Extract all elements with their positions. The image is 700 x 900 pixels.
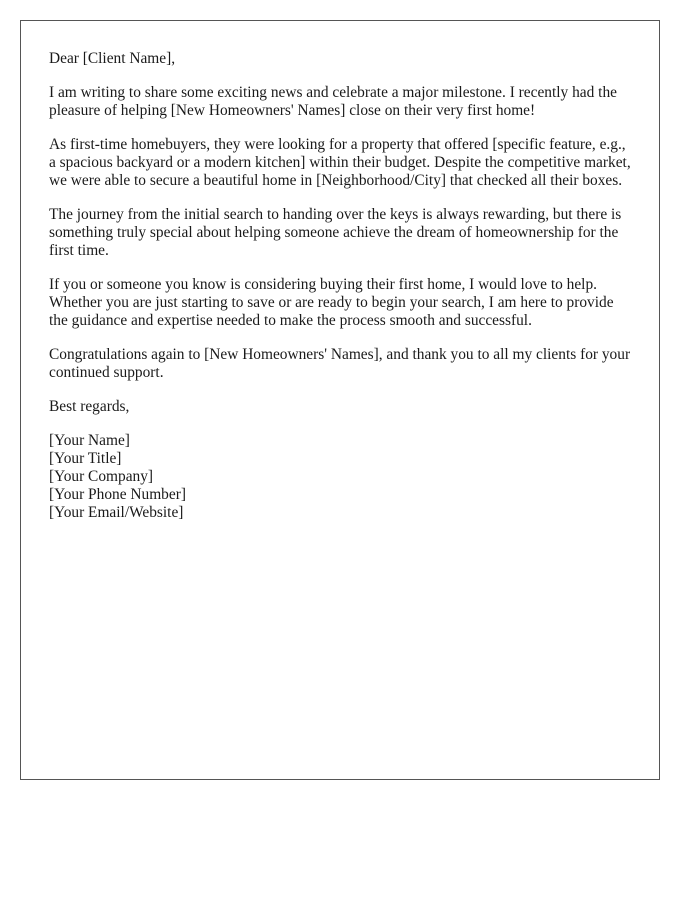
signature-email-website: [Your Email/Website] [49, 504, 184, 521]
signature-block [49, 432, 631, 522]
paragraph-buyers-story: As first-time homebuyers, they were looking for a property that offered [specific feature, e.g., a spacious backyard or a modern kitchen] within their budget. Despite the competitive market, we were able to secure a beautiful home in [Neighborhood/City] that checked all their boxes. [49, 136, 631, 189]
closing: Best regards, [49, 398, 130, 415]
paragraph-congratulations: Congratulations again to [New Homeowners' Names], and thank you to all my clients for your continued support. [49, 346, 631, 381]
signature-phone: [Your Phone Number] [49, 486, 186, 503]
paragraph-announcement: I am writing to share some exciting news and celebrate a major milestone. I recently had the pleasure of helping [New Homeowners' Names] close on their very first home! [49, 84, 617, 119]
paragraph-offer-help: If you or someone you know is considering buying their first home, I would love to help. Whether you are just starting to save or are ready to begin your search, I am here to provide the guidance and expertise needed to make the process smooth and successful. [49, 276, 614, 329]
signature-name: [Your Name] [49, 432, 130, 449]
letter-page [20, 20, 660, 780]
salutation: Dear [Client Name], [49, 50, 176, 67]
paragraph-journey: The journey from the initial search to handing over the keys is always rewarding, but there is something truly special about helping someone achieve the dream of homeownership for the first time. [49, 206, 622, 259]
signature-company: [Your Company] [49, 468, 154, 485]
signature-title: [Your Title] [49, 450, 122, 467]
